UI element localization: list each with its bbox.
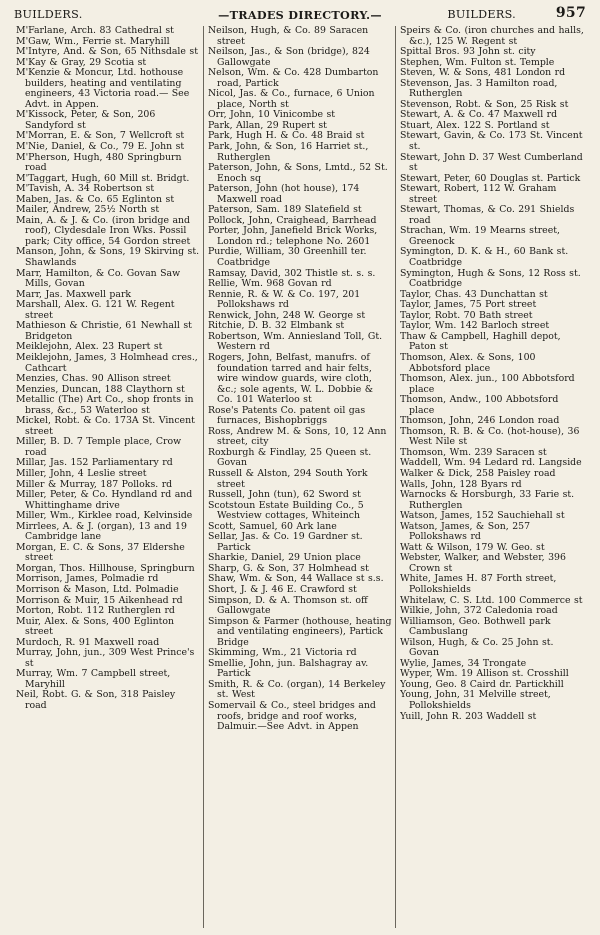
directory-entry: Muir, Alex. & Sons, 400 Eglinton street xyxy=(16,615,174,638)
directory-entry: Millar, Jas. 152 Parliamentary rd xyxy=(16,457,173,469)
directory-entry: Miller, Wm., Kirklee road, Kelvinside xyxy=(16,510,193,522)
header-left: BUILDERS. xyxy=(14,8,83,21)
directory-entry: Steven, W. & Sons, 481 London rd xyxy=(400,67,566,79)
directory-entry: Renwick, John, 248 W. George st xyxy=(208,309,366,321)
page-header xyxy=(14,4,586,22)
directory-entry: Maben, Jas. & Co. 65 Eglinton st xyxy=(16,193,175,205)
directory-entry: Thomson, Wm. 239 Saracen st xyxy=(400,446,547,458)
directory-entry: Stewart, Peter, 60 Douglas st. Partick xyxy=(400,172,581,184)
directory-entry: Meiklejohn, James, 3 Holmhead cres., Cathcart xyxy=(16,351,198,374)
directory-entry: M'Taggart, Hugh, 60 Mill st. Bridgt. xyxy=(16,172,190,184)
directory-entry: Stewart, John D. 37 West Cumberland st xyxy=(400,151,583,174)
directory-entry: Ramsay, David, 302 Thistle st. s. s. xyxy=(208,267,376,279)
directory-entry: Nelson, Wm. & Co. 428 Dumbarton road, Partick xyxy=(208,67,379,89)
directory-entry: M'Gaw, Wm., Ferrie st. Maryhill xyxy=(16,35,170,47)
directory-entry: Miller, B. D. 7 Temple place, Crow road xyxy=(16,436,182,458)
directory-entry: M'Pherson, Hugh, 480 Springburn road xyxy=(16,151,182,174)
directory-entry: Stewart, Robert, 112 W. Graham street xyxy=(400,183,557,205)
directory-entry: Park, Allan, 29 Rupert st xyxy=(208,119,327,131)
directory-entry: Menzies, Chas. 90 Allison street xyxy=(16,373,171,385)
column-divider xyxy=(203,26,204,928)
directory-entry: Whitelaw, C. S. Ltd. 100 Commerce st xyxy=(400,594,583,606)
directory-entry: Waddell, Wm. 94 Ledard rd. Langside xyxy=(400,457,582,469)
directory-entry: Robertson, Wm. Anniesland Toll, Gt. Western rd xyxy=(208,330,383,353)
directory-entry: Rogers, John, Belfast, manufrs. of foundation tarred and hair felts, wire window guards, wire cloth, &c.; sole agents, W. L. Dobbie & Co. 101 Waterloo st xyxy=(208,351,374,406)
directory-entry: Smellie, John, jun. Balshagray av. Partick xyxy=(208,657,369,680)
directory-entry: Roxburgh & Findlay, 25 Queen st. Govan xyxy=(208,446,372,469)
directory-entry: Stewart, Gavin, & Co. 173 St. Vincent st. xyxy=(400,130,583,153)
directory-entry: Shaw, Wm. & Son, 44 Wallace st s.s. xyxy=(208,573,384,585)
directory-entry: Symington, Hugh & Sons, 12 Ross st. Coatbridge xyxy=(400,267,581,290)
directory-entry: Pollock, John, Craighead, Barrhead xyxy=(208,214,377,226)
directory-entry: M'Morran, E. & Son, 7 Wellcroft st xyxy=(16,130,185,142)
directory-entry: Symington, D. K. & H., 60 Bank st. Coatbridge xyxy=(400,246,569,269)
directory-entry: Park, John, & Son, 16 Harriet st., Rutherglen xyxy=(208,141,369,163)
directory-entry: Sharp, G. & Son, 37 Holmhead st xyxy=(208,562,369,574)
directory-entry: Paterson, Sam. 189 Slatefield st xyxy=(208,204,362,216)
directory-entry: Spittal Bros. 93 John st. city xyxy=(400,46,536,58)
directory-entry: Miller & Murray, 187 Polloks. rd xyxy=(16,478,173,490)
directory-entry: Miller, Peter, & Co. Hyndland rd and Whittinghame drive xyxy=(16,489,193,511)
directory-entry: M'Kay & Gray, 29 Scotia st xyxy=(16,56,147,68)
directory-entry: Stevenson, Robt. & Son, 25 Risk st xyxy=(400,98,569,110)
directory-entry: Menzies, Duncan, 188 Claythorn st xyxy=(16,383,185,395)
directory-entry: Taylor, Chas. 43 Dunchattan st xyxy=(400,288,548,300)
directory-entry: Orr, John, 10 Vinicombe st xyxy=(208,109,336,121)
directory-entry: M'Tavish, A. 34 Robertson st xyxy=(16,183,155,195)
directory-entry: Taylor, James, 75 Port street xyxy=(400,299,537,311)
directory-entry: Young, John, 31 Melville street, Pollokshields xyxy=(400,689,551,711)
directory-entry: Walker & Dick, 258 Paisley road xyxy=(400,467,556,479)
directory-entry: Morgan, Thos. Hillhouse, Springburn xyxy=(16,562,195,574)
directory-entry: Smith, R. & Co. (organ), 14 Berkeley st. West xyxy=(208,678,386,701)
directory-entry: Russell & Alston, 294 South York street xyxy=(208,467,368,490)
directory-entry: Wylie, James, 34 Trongate xyxy=(400,657,527,669)
directory-entry: Mathieson & Christie, 61 Newhall st Bridgeton xyxy=(16,320,192,342)
directory-entry: Porter, John, Janefield Brick Works, London rd.; telephone No. 2601 xyxy=(208,225,378,247)
directory-entry: M'Nie, Daniel, & Co., 79 E. John st xyxy=(16,141,185,153)
directory-entry: Thomson, Alex. & Sons, 100 Abbotsford place xyxy=(400,351,536,374)
directory-entry: Marshall, Alex. G. 121 W. Regent street xyxy=(16,299,175,321)
page-number: 957 xyxy=(555,5,586,21)
directory-entry: Scotstoun Estate Building Co., 5 Westview cottages, Whiteinch xyxy=(208,499,364,522)
column-divider xyxy=(395,26,396,928)
directory-entry: Nicol, Jas. & Co., furnace, 6 Union place, North st xyxy=(208,88,375,110)
directory-entry: Main, A. & J. & Co. (iron bridge and roof), Clydesdale Iron Wks. Possil park; City office, 54 Gordon street xyxy=(16,214,191,247)
directory-entry: Murdoch, R. 91 Maxwell road xyxy=(16,636,160,648)
directory-entry: White, James H. 87 Forth street, Pollokshields xyxy=(400,573,557,595)
directory-entry: Sharkie, Daniel, 29 Union place xyxy=(208,552,361,564)
directory-entry: Webster, Walker, and Webster, 396 Crown st xyxy=(400,552,566,574)
directory-entry: Strachan, Wm. 19 Mearns street, Greenock xyxy=(400,225,560,247)
directory-entry: M'Kenzie & Moncur, Ltd. hothouse builders, heating and ventilating engineers, 43 Victoria road.— See Advt. in Appen. xyxy=(16,67,190,110)
directory-entry: Stuart, Alex. 122 S. Portland st xyxy=(400,119,550,131)
directory-entry: Murray, John, jun., 309 West Prince's st xyxy=(16,647,195,669)
directory-entry: Mickel, Robt. & Co. 173A St. Vincent street xyxy=(16,415,195,437)
directory-columns xyxy=(16,26,586,928)
directory-entry: Simpson, D. & A. Thomson st. off Gallowgate xyxy=(208,594,368,617)
directory-entry: Yuill, John R. 203 Waddell st xyxy=(400,710,537,722)
directory-entry: Mailer, Andrew, 25½ North st xyxy=(16,204,160,216)
directory-entry: Russell, John (tun), 62 Sword st xyxy=(208,489,361,501)
directory-entry: Sellar, Jas. & Co. 19 Gardner st. Partick xyxy=(208,531,363,553)
directory-entry: Skimming, Wm., 21 Victoria rd xyxy=(208,647,357,659)
directory-entry: Morrison & Muir, 15 Aikenhead rd xyxy=(16,594,183,606)
directory-entry: Stevenson, Jas. 3 Hamilton road, Rutherglen xyxy=(400,77,558,100)
directory-entry: M'Farlane, Arch. 83 Cathedral st xyxy=(16,26,174,36)
directory-entry: Watson, James, & Son, 257 Pollokshaws rd xyxy=(400,520,531,543)
directory-entry: Somervail & Co., steel bridges and roofs, bridge and roof works, Dalmuir.—See Advt. in Appen xyxy=(208,700,376,733)
directory-entry: Short, J. & J. 46 E. Crawford st xyxy=(208,583,357,595)
directory-entry: Morgan, E. C. & Sons, 37 Eldershe street xyxy=(16,541,185,564)
directory-entry: Marr, Hamilton, & Co. Govan Saw Mills, Govan xyxy=(16,267,181,290)
directory-entry: M'Kissock, Peter, & Son, 206 Sandyford st xyxy=(16,109,156,131)
directory-entry: Walls, John, 128 Byars rd xyxy=(400,478,522,490)
directory-entry: Paterson, John (hot house), 174 Maxwell road xyxy=(208,183,360,205)
directory-entry: Neilson, Jas., & Son (bridge), 824 Gallowgate xyxy=(208,46,370,68)
directory-entry: Rellie, Wm. 968 Govan rd xyxy=(208,278,332,290)
header-right: BUILDERS. xyxy=(447,8,516,21)
column-2 xyxy=(208,26,392,928)
directory-entry: Stewart, A. & Co. 47 Maxwell rd xyxy=(400,109,558,121)
directory-entry: Warnocks & Horsburgh, 33 Farie st. Rutherglen xyxy=(400,489,575,511)
directory-entry: Williamson, Geo. Bothwell park Cambuslang xyxy=(400,615,551,638)
directory-entry: Wyper, Wm. 19 Allison st. Crosshill xyxy=(400,668,569,680)
directory-entry: Paterson, John, & Sons, Lmtd., 52 St. Enoch sq xyxy=(208,162,388,184)
directory-entry: Morton, Robt. 112 Rutherglen rd xyxy=(16,605,175,617)
directory-entry: Mirrlees, A. & J. (organ), 13 and 19 Cambridge lane xyxy=(16,520,187,543)
directory-entry: Rose's Patents Co. patent oil gas furnaces, Bishopbriggs xyxy=(208,404,366,427)
directory-entry: Meiklejohn, Alex. 23 Rupert st xyxy=(16,341,163,353)
directory-entry: Murray, Wm. 7 Campbell street, Maryhill xyxy=(16,668,171,690)
directory-entry: Rennie, R. & W. & Co. 197, 201 Pollokshaws rd xyxy=(208,288,361,311)
directory-entry: Ritchie, D. B. 32 Elmbank st xyxy=(208,320,345,332)
directory-entry: Stephen, Wm. Fulton st. Temple xyxy=(400,56,555,68)
directory-entry: Metallic (The) Art Co., shop fronts in brass, &c., 53 Waterloo st xyxy=(16,394,194,416)
directory-entry: Purdie, William, 30 Greenhill ter. Coatbridge xyxy=(208,246,367,269)
directory-entry: Stewart, Thomas, & Co. 291 Shields road xyxy=(400,204,575,226)
directory-entry: Park, Hugh H. & Co. 48 Braid st xyxy=(208,130,365,142)
directory-entry: Thomson, John, 246 London road xyxy=(400,415,560,427)
directory-entry: Thomson, Alex. jun., 100 Abbotsford place xyxy=(400,373,575,395)
directory-entry: Wilson, Hugh, & Co. 25 John st. Govan xyxy=(400,636,554,659)
column-3 xyxy=(400,26,584,928)
directory-entry: Simpson & Farmer (hothouse, heating and ventilating engineers), Partick Bridge xyxy=(208,615,392,648)
column-1 xyxy=(16,26,200,928)
directory-entry: Miller, John, 4 Leslie street xyxy=(16,467,147,479)
directory-entry: Scott, Samuel, 60 Ark lane xyxy=(208,520,337,532)
directory-entry: Watt & Wilson, 179 W. Geo. st xyxy=(400,541,545,553)
directory-entry: Taylor, Wm. 142 Barloch street xyxy=(400,320,550,332)
directory-entry: Thomson, Andw., 100 Abbotsford place xyxy=(400,394,559,416)
directory-entry: Manson, John, & Sons, 19 Skirving st. Shawlands xyxy=(16,246,200,269)
directory-entry: Watson, James, 152 Sauchiehall st xyxy=(400,510,565,522)
directory-entry: Morrison, James, Polmadie rd xyxy=(16,573,159,585)
directory-entry: Neil, Robt. G. & Son, 318 Paisley road xyxy=(16,689,176,711)
directory-entry: Marr, Jas. Maxwell park xyxy=(16,288,132,300)
directory-entry: Speirs & Co. (iron churches and halls, &c.), 125 W. Regent st xyxy=(400,26,584,47)
header-title: —TRADES DIRECTORY.— xyxy=(218,8,382,22)
directory-entry: Thomson, R. B. & Co. (hot-house), 36 West Nile st xyxy=(400,425,580,448)
directory-entry: Neilson, Hugh, & Co. 89 Saracen street xyxy=(208,26,369,47)
directory-entry: Young, Geo. 8 Caird dr. Partickhill xyxy=(400,678,564,690)
directory-entry: Ross, Andrew M. & Sons, 10, 12 Ann street, city xyxy=(208,425,387,448)
directory-entry: Wilkie, John, 372 Caledonia road xyxy=(400,605,558,617)
directory-entry: Thaw & Campbell, Haghill depot, Paton st xyxy=(400,330,561,353)
directory-entry: M'Intyre, And. & Son, 65 Nithsdale st xyxy=(16,46,198,58)
directory-entry: Taylor, Robt. 70 Bath street xyxy=(400,309,533,321)
directory-entry: Morrison & Mason, Ltd. Polmadie xyxy=(16,583,179,595)
